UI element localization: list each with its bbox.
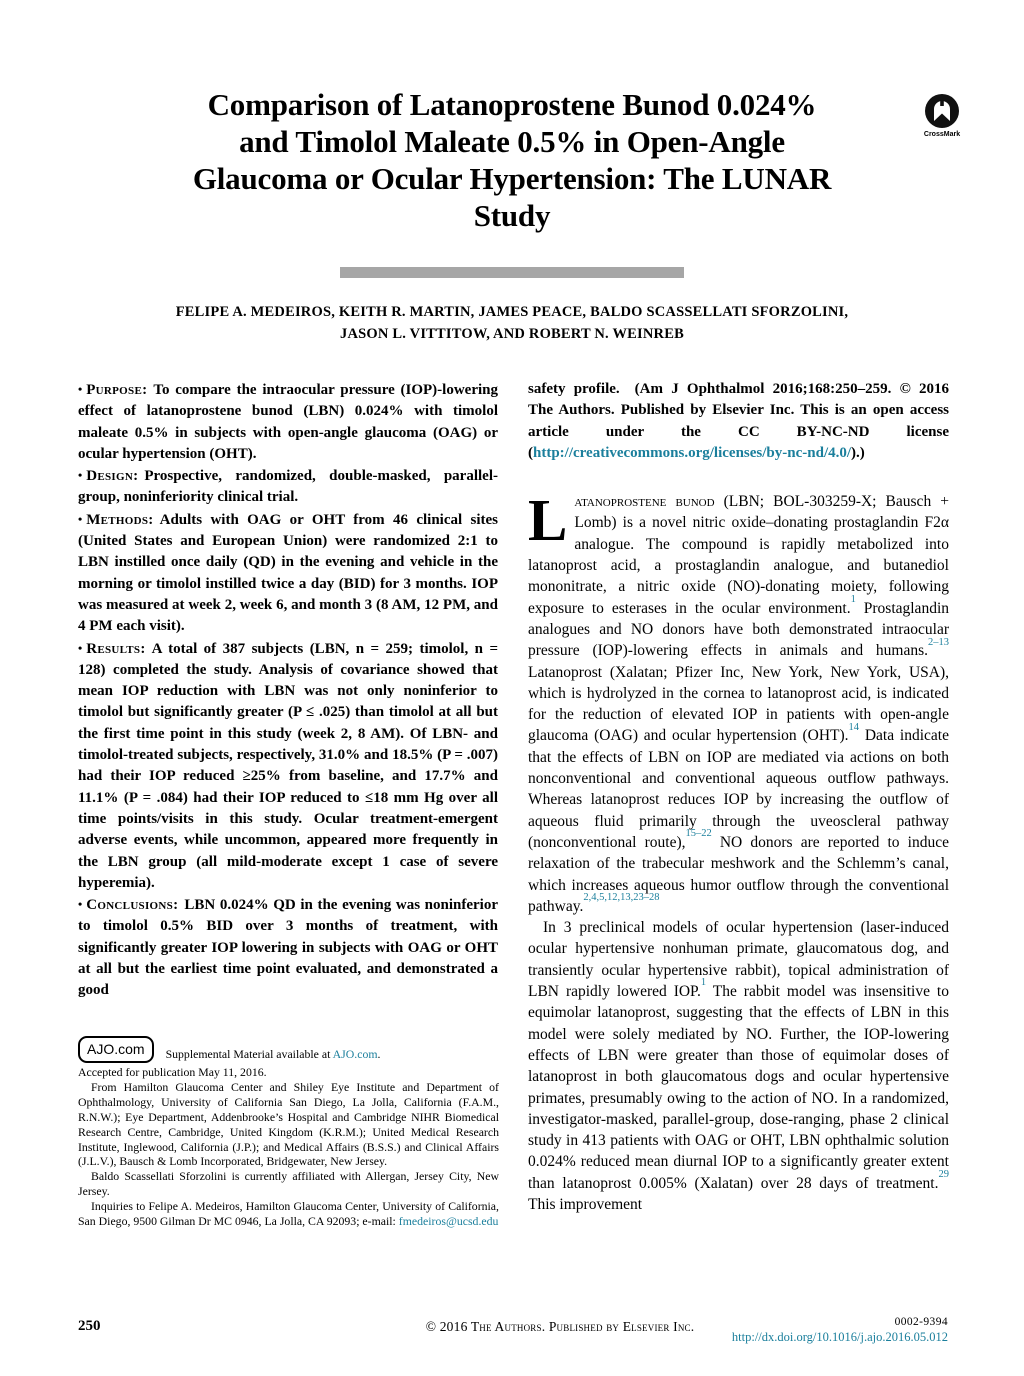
abstract-label-purpose: Purpose: [86, 382, 148, 398]
page-footer [78, 1316, 948, 1362]
bullet-icon: • [78, 511, 83, 526]
footer-copyright: © 2016 The Authors. Published by Elsevier Inc. [425, 1319, 695, 1334]
crossmark-icon [914, 92, 970, 130]
abstract-column [78, 379, 498, 1002]
intro-paragraph [528, 487, 949, 917]
issn: 0002-9394 [894, 1316, 948, 1328]
abstract-continuation: safety profile. (Am J Ophthalmol 2016;168:250–259. © 2016 The Authors. Published by Elsevier Inc. This is an open access article under the CC BY-NC-ND license (http://creativecommons.org/licenses/by-nc-nd/4.0/).) [528, 381, 949, 461]
abstract-label-results: Results: [86, 640, 146, 657]
dropcap-letter: L [528, 487, 568, 554]
author-line: FELIPE A. MEDEIROS, KEITH R. MARTIN, JAMES PEACE, BALDO SCASSELLATI SFORZOLINI, [175, 304, 849, 320]
hyperlink[interactable]: AJO.com [332, 1047, 378, 1062]
reference-superscript[interactable]: 2–13 [928, 636, 949, 648]
bullet-icon: • [78, 382, 83, 396]
reference-superscript[interactable]: 1 [850, 594, 856, 606]
bullet-icon: • [78, 640, 83, 655]
abstract-text-results: A total of 387 subjects (LBN, n = 259; timolol, n = 128) completed the study. Analysis of covariance showed that mean IOP reduction with LBN was not only noninferior to timolol but significantly greater (P ≤ .025) than timolol at all but the first time point in this study (week 2, 8 AM). Of LBN- and timolol-treated subjects, respectively, 31.0% and 18.5% (P = .007) had their IOP reduced ≥25% from baseline, and 17.7% and 11.1% (P = .084) had their IOP reduced to ≤18 mm Hg over all time points/visits in this study. Ocular treatment-emergent adverse events, while uncommon, appeared more frequently in the LBN group (all mild-moderate except 1 case of severe hyperemia). [78, 640, 498, 891]
author-list [92, 301, 932, 345]
body-paragraph: In 3 preclinical models of ocular hypertension (laser-induced ocular hypertensive nonhuman primate, glaucomatous dog, and transiently ocular hypertensive rabbit), topical administration of LBN rapidly lowered IOP.$^1$ The rabbit model was insensitive to equimolar latanoprost, suggesting that the effects of LBN in this model were solely mediated by NO. Further, the IOP-lowering effects of LBN were greater than those of equimolar doses of latanoprost in both glaucomatous dogs and ocular hypertensive primates, presumably owing to the action of NO. In a randomized, investigator-masked, parallel-group, dose-ranging, phase 2 clinical study in 413 patients with OAG or OHT, LBN ophthalmic solution 0.024% reduced mean diurnal IOP to a significantly greater extent than latanoprost 0.005% (Xalatan) over 28 days of treatment.$^{29}$ This improvement [528, 919, 949, 1213]
reference-superscript[interactable]: 15–22 [685, 828, 712, 840]
reference-superscript[interactable]: 2,4,5,12,13,23–28 [583, 892, 660, 904]
article-title-line: Study [473, 198, 551, 233]
reference-superscript[interactable]: 29 [938, 1169, 949, 1181]
author-line: JASON L. VITTITOW, AND ROBERT N. WEINREB [340, 326, 684, 342]
crossmark-label: CrossMark [923, 131, 961, 138]
article-title-line: Comparison of Latanoprostene Bunod 0.024% [207, 87, 817, 122]
bullet-icon: • [78, 897, 83, 912]
article-title [112, 86, 912, 234]
supplemental-note: Supplemental Material available at AJO.com. [165, 1047, 381, 1062]
reference-superscript[interactable]: 14 [848, 721, 860, 733]
inquiries-note: Inquiries to Felipe A. Medeiros, Hamilton Glaucoma Center, University of California, San Diego, 9500 Gilman Dr MC 0946, La Jolla, CA 92093; e-mail: fmedeiros@ucsd.edu [78, 1199, 499, 1229]
article-title-line: Glaucoma or Ocular Hypertension: The LUNAR [192, 161, 832, 196]
doi-link[interactable]: http://dx.doi.org/10.1016/j.ajo.2016.05.012 [731, 1330, 948, 1344]
intro-paragraph-text: atanoprostene bunod (LBN; BOL-303259-X; Bausch + Lomb) is a novel nitric oxide–donating prostaglandin F2α analogue. The compound is rapidly metabolized into latanoprost acid, a prostaglandin analogue, and butanediol mononitrate, a nitric oxide (NO)-donating moiety, following exposure to esterases in the ocular environment.$^1$ Prostaglandin analogues and NO donors have both demonstrated intraocular pressure (IOP)-lowering effects in animals and humans.$^{2-13}$ Latanoprost (Xalatan; Pfizer Inc, New York, New York, USA), which is hydrolyzed in the cornea to latanoprost acid, is indicated for the reduction of elevated IOP in patients with open-angle glaucoma (OAG) and ocular hypertension (OHT).$^{14}$ Data indicate that the effects of LBN on IOP are mediated via actions on both nonconventional and conventional aqueous outflow pathways. Whereas latanoprost reduces IOP by increasing the outflow of aqueous fluid primarily through the uveoscleral pathway (nonconventional route),$^{15-22}$ NO donors are reported to induce relaxation of the trabecular meshwork and the Schlemm’s canal, which increases aqueous humor outflow through the conventional pathway.$^{2,4,5,12,13,23-28}$ [528, 493, 949, 915]
hyperlink[interactable]: fmedeiros@ucsd.edu [398, 1214, 499, 1229]
bullet-icon: • [78, 468, 83, 483]
abstract-text-methods: Adults with OAG or OHT from 46 clinical sites (United States and European Union) were randomized 2:1 to LBN instilled once daily (QD) in the evening and vehicle in the morning or timolol instilled twice a day (BID) for 3 months. IOP was measured at week 2, week 6, and month 3 (8 AM, 12 PM, and 4 PM each visit). [78, 511, 498, 635]
abstract-label-conclusions: Conclusions: [86, 897, 179, 914]
abstract-section-design [78, 465, 498, 509]
abstract-section-methods [78, 509, 498, 638]
page-number: 250 [78, 1318, 101, 1334]
title-divider-bar [340, 267, 684, 278]
body-column [528, 379, 949, 1215]
abstract-text-design: Prospective, randomized, double-masked, parallel-group, noninferiority clinical trial. [78, 468, 498, 506]
accepted-note: Accepted for publication May 11, 2016. [78, 1065, 267, 1079]
abstract-label-methods: Methods: [86, 511, 154, 528]
footnotes-block [78, 1036, 499, 1229]
supplemental-row [78, 1036, 499, 1063]
abstract-text-conclusions: LBN 0.024% QD in the evening was noninferior to timolol 0.5% BID over 3 months of treatment, with significantly greater IOP lowering in subjects with OAG or OHT at all but the earliest time point evaluated, and demonstrated a good [78, 897, 498, 999]
small-caps-text: atanoprostene bunod [574, 493, 715, 511]
abstract-label-design: Design: [86, 468, 139, 485]
crossmark-badge[interactable] [914, 92, 970, 138]
affiliation-change-note: Baldo Scassellati Sforzolini is currently affiliated with Allergan, Jersey City, New Jersey. [78, 1169, 499, 1199]
abstract-section-conclusions [78, 894, 498, 1001]
ajo-com-badge[interactable]: AJO.com [78, 1036, 154, 1063]
article-title-line: and Timolol Maleate 0.5% in Open-Angle [239, 124, 785, 159]
hyperlink[interactable]: http://creativecommons.org/licenses/by-nc-nd/4.0/ [533, 444, 852, 461]
footer-right [732, 1316, 948, 1345]
abstract-section-results [78, 638, 498, 895]
abstract-text-purpose: To compare the intraocular pressure (IOP)-lowering effect of latanoprostene bunod (LBN) 0.024% with timolol maleate 0.5% in subjects with open-angle glaucoma (OAG) or ocular hypertension (OHT). [78, 382, 498, 462]
affiliations-note: From Hamilton Glaucoma Center and Shiley Eye Institute and Department of Ophthalmology, University of California San Diego, La Jolla, California (F.A.M., R.N.W.); Eye Department, Addenbrooke’s Hospital and Cambridge NIHR Biomedical Research Centre, Cambridge, United Kingdom (K.R.M.); United Medical Research Institute, Inglewood, California (J.P.); and Medical Affairs (B.S.S.) and Clinical Affairs (J.L.V.), Bausch & Lomb Incorporated, Bridgewater, New Jersey. [78, 1079, 499, 1169]
reference-superscript[interactable]: 1 [700, 977, 707, 989]
abstract-section-purpose [78, 379, 498, 465]
